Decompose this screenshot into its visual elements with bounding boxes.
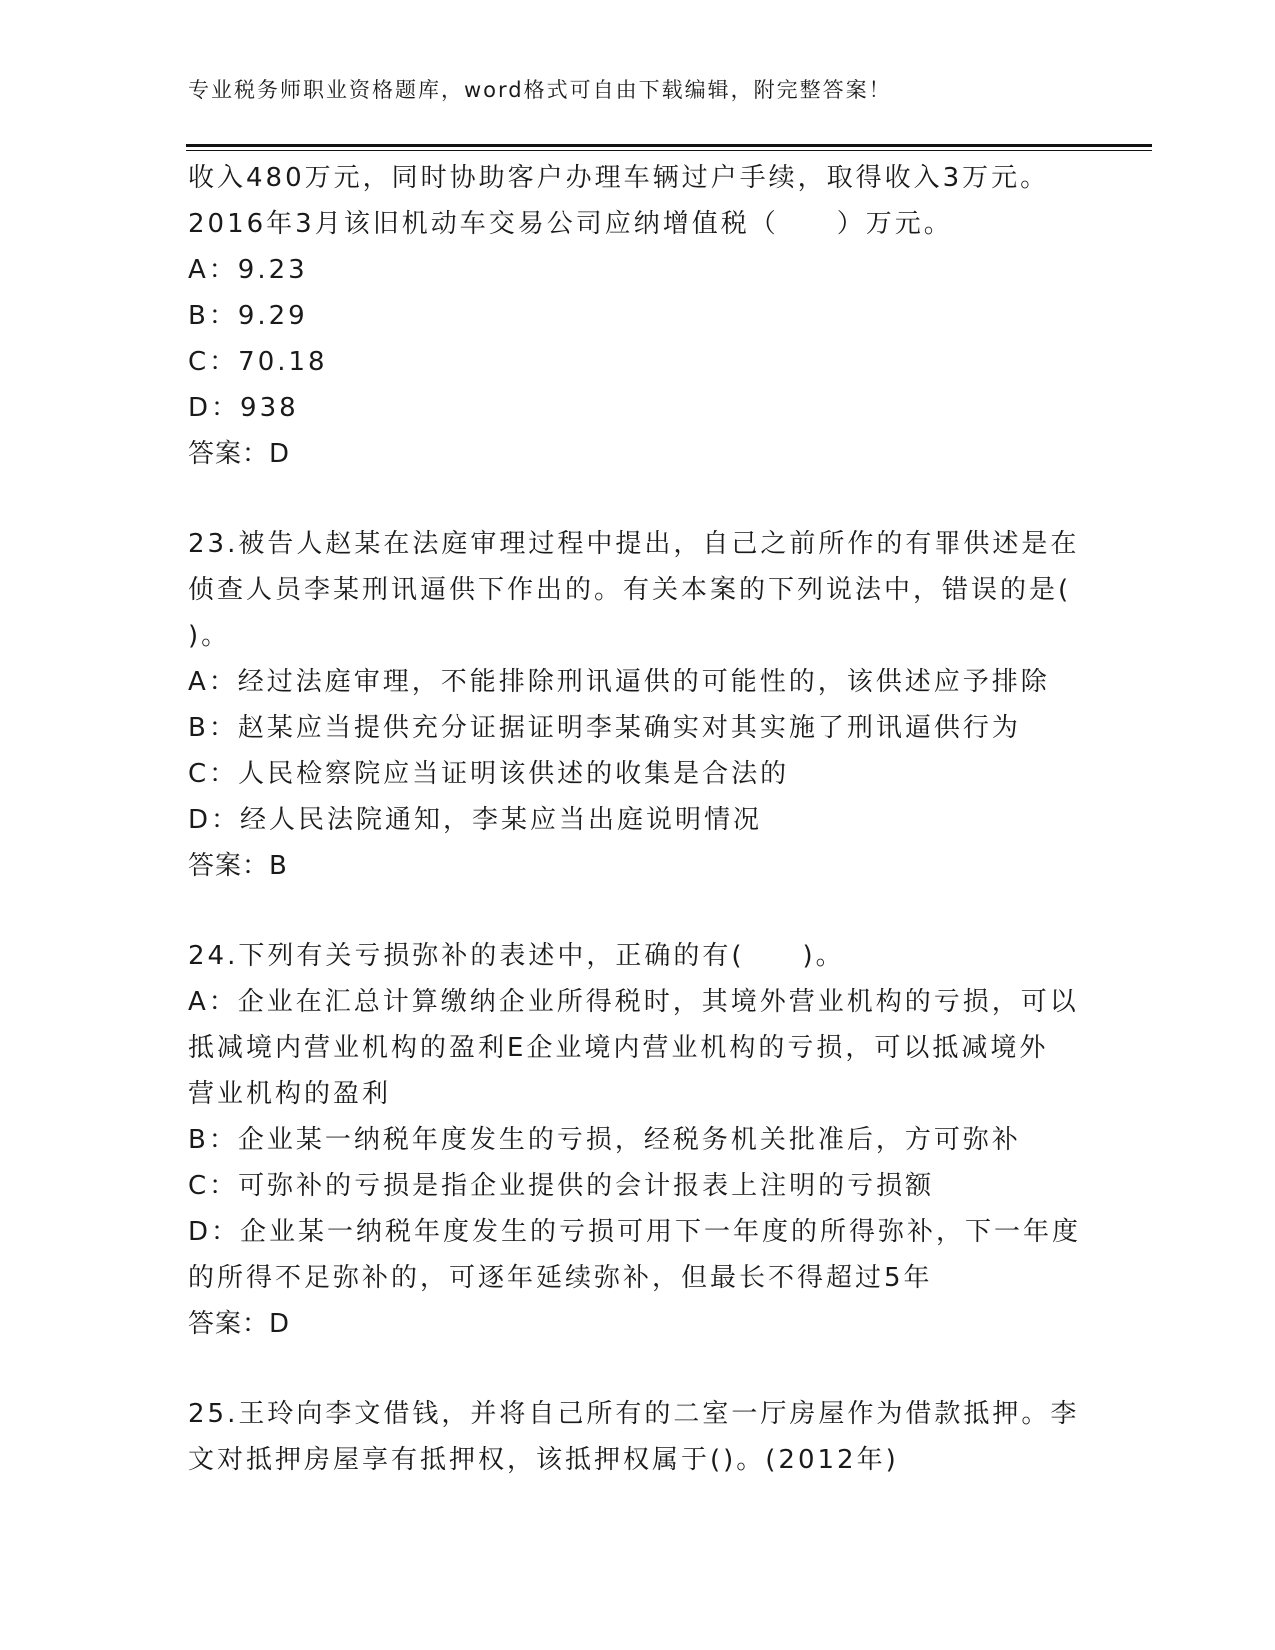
option-d: D：938 xyxy=(188,393,299,423)
option-c: C：人民检察院应当证明该供述的收集是合法的 xyxy=(188,759,790,789)
question-text: 23.被告人赵某在法庭审理过程中提出，自己之前所作的有罪供述是在 xyxy=(188,529,1080,559)
question-text: 2016年3月该旧机动车交易公司应纳增值税（ ）万元。 xyxy=(188,209,953,239)
option-a: A：9.23 xyxy=(188,255,308,285)
question-text: 24.下列有关亏损弥补的表述中，正确的有( )。 xyxy=(188,941,845,971)
page-header: 专业税务师职业资格题库，word格式可自由下载编辑，附完整答案！ xyxy=(188,78,892,102)
option-a: A：企业在汇总计算缴纳企业所得税时，其境外营业机构的亏损，可以 xyxy=(188,987,1079,1017)
option-c: C：可弥补的亏损是指企业提供的会计报表上注明的亏损额 xyxy=(188,1171,935,1201)
option-a: A：经过法庭审理，不能排除刑讯逼供的可能性的，该供述应予排除 xyxy=(188,667,1050,697)
question-24 xyxy=(188,933,1088,1347)
option-b: B：9.29 xyxy=(188,301,308,331)
question-text: 文对抵押房屋享有抵押权，该抵押权属于()。(2012年) xyxy=(188,1445,899,1475)
option-d: D：经人民法院通知，李某应当出庭说明情况 xyxy=(188,805,763,835)
option-c: C：70.18 xyxy=(188,347,328,377)
answer-label: 答案：D xyxy=(188,439,291,469)
question-text: )。 xyxy=(188,621,231,651)
document-body xyxy=(188,155,1088,1483)
header-rule-thin xyxy=(186,150,1152,151)
question-23 xyxy=(188,521,1088,889)
option-d: D：企业某一纳税年度发生的亏损可用下一年度的所得弥补，下一年度 xyxy=(188,1217,1082,1247)
option-b: B：企业某一纳税年度发生的亏损，经税务机关批准后，方可弥补 xyxy=(188,1125,1021,1155)
question-text: 25.王玲向李文借钱，并将自己所有的二室一厅房屋作为借款抵押。李 xyxy=(188,1399,1080,1429)
question-text: 侦查人员李某刑讯逼供下作出的。有关本案的下列说法中，错误的是( xyxy=(188,575,1072,605)
question-25 xyxy=(188,1391,1088,1483)
answer-label: 答案：D xyxy=(188,1309,291,1339)
header-rule-thick xyxy=(186,144,1152,147)
option-a-cont: 营业机构的盈利 xyxy=(188,1079,392,1109)
option-a-cont: 抵减境内营业机构的盈利E企业境内营业机构的亏损，可以抵减境外 xyxy=(188,1033,1049,1063)
question-text: 收入480万元，同时协助客户办理车辆过户手续，取得收入3万元。 xyxy=(188,163,1050,193)
option-d-cont: 的所得不足弥补的，可逐年延续弥补，但最长不得超过5年 xyxy=(188,1263,933,1293)
option-b: B：赵某应当提供充分证据证明李某确实对其实施了刑讯逼供行为 xyxy=(188,713,1021,743)
question-intro xyxy=(188,155,1088,477)
answer-label: 答案：B xyxy=(188,851,288,881)
